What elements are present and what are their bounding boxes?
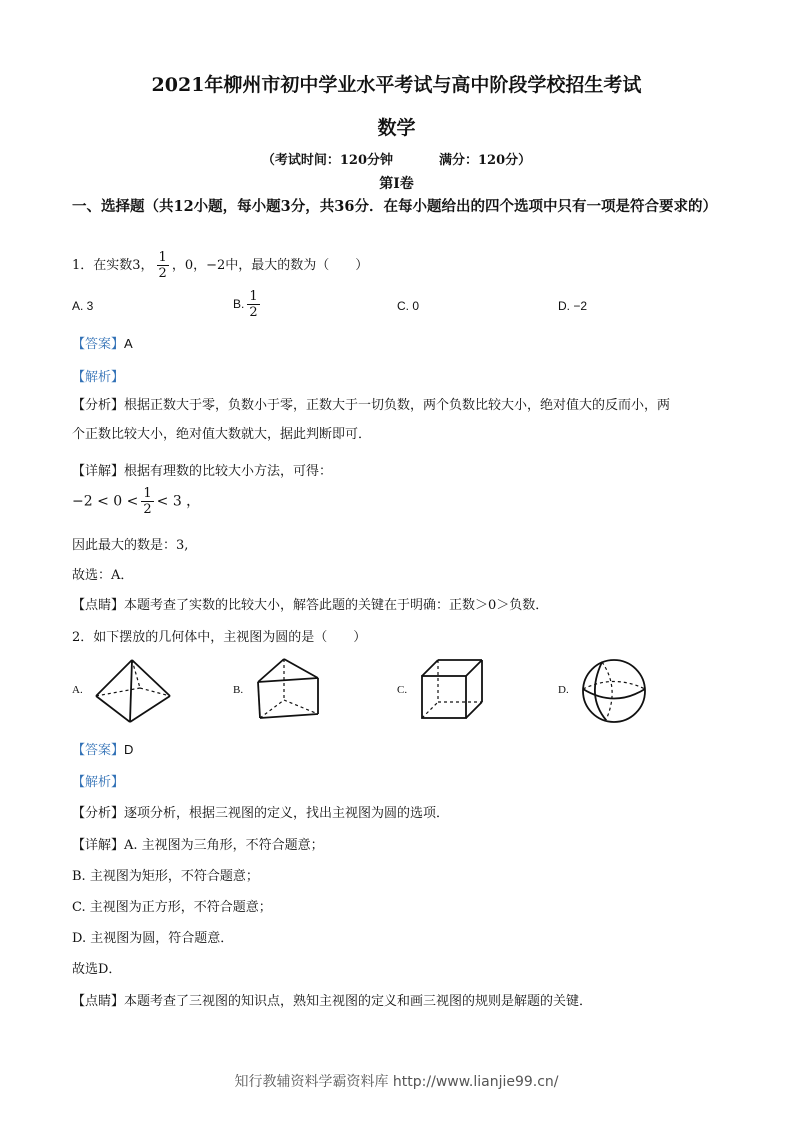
sphere-figure: [580, 656, 650, 726]
q1-option-b-fraction: [247, 289, 259, 320]
q2-line-d: D. 主视图为圆，符合题意．: [72, 931, 234, 946]
q1-stem: [72, 250, 368, 281]
q1-ineq-right: < 3 ，: [156, 493, 201, 510]
q1-option-d: D. −2: [558, 299, 588, 313]
q2-xiangjie: [72, 834, 324, 853]
q1-fraction: [157, 250, 169, 281]
q1-fenxi: [72, 391, 722, 449]
q2-fenxi-tag: 【分析】: [72, 806, 125, 821]
cube-figure: [418, 656, 486, 722]
q1-fenxi-line2: 个正数比较大小，绝对值大数就大，据此判断即可．: [72, 427, 372, 442]
q1-option-b-den: 2: [249, 305, 258, 320]
q1-ineq-left: −2 < 0 <: [72, 493, 139, 510]
q1-ineq-num: 1: [143, 486, 152, 501]
q2-label-c: C.: [397, 684, 408, 696]
footer-watermark: 知行教辅资料学霸资料库 http://www.lianjie99.cn/: [234, 1074, 559, 1090]
q2-line-b: B. 主视图为矩形，不符合题意；: [72, 869, 259, 884]
q1-option-a: A. 3: [72, 299, 94, 313]
q1-dianjing: [72, 594, 548, 613]
q1-stem-prefix: 1．在实数3，: [72, 258, 154, 273]
volume-title: 第Ⅰ卷: [379, 176, 414, 192]
pyramid-figure: [92, 656, 174, 726]
q2-stem: 2．如下摆放的几何体中，主视图为圆的是（ ）: [72, 630, 367, 645]
exam-info: [0, 149, 793, 168]
q1-fenxi-line1: 根据正数大于零，负数小于零，正数大于一切负数，两个负数比较大小，绝对值大的反而小，两: [124, 398, 671, 413]
q2-xiangjie-tag: 【详解】: [72, 838, 125, 853]
q2-label-d: D.: [558, 684, 569, 696]
q1-xiangjie: [72, 460, 332, 479]
q1-conclusion: 因此最大的数是：3,: [72, 538, 189, 553]
q2-analysis-tag: 【解析】: [72, 775, 125, 790]
q2-label-b: B.: [233, 684, 244, 696]
q2-line-c: C. 主视图为正方形，不符合题意；: [72, 900, 272, 915]
q1-inequality: [72, 486, 200, 517]
q2-choose: 故选D．: [72, 962, 122, 977]
q2-answer: [72, 739, 133, 758]
q1-analysis-tag: 【解析】: [72, 370, 125, 385]
prism-figure: [254, 656, 324, 722]
score-info: 满分：120分）: [439, 153, 532, 168]
q1-option-c: C. 0: [397, 299, 420, 313]
q1-ineq-fraction: [141, 486, 153, 517]
q1-dianjing-tag: 【点睛】: [72, 598, 125, 613]
q1-dianjing-text: 本题考查了实数的比较大小，解答此题的关键在于明确：正数＞0＞负数．: [124, 598, 549, 613]
q2-answer-value: D: [124, 742, 134, 757]
q1-choose: 故选：A．: [72, 568, 134, 583]
q1-frac-den: 2: [158, 266, 167, 281]
q1-xiangjie-text: 根据有理数的比较大小方法，可得：: [124, 464, 333, 479]
q2-fenxi-text: 逐项分析，根据三视图的定义，找出主视图为圆的选项．: [124, 806, 450, 821]
q1-frac-num: 1: [158, 250, 167, 265]
q1-fenxi-tag: 【分析】: [72, 398, 125, 413]
q1-ineq-den: 2: [143, 502, 152, 517]
q2-dianjing-tag: 【点睛】: [72, 994, 125, 1009]
q1-option-b-num: 1: [249, 289, 258, 304]
q1-answer: [72, 333, 133, 352]
q2-dianjing: [72, 990, 592, 1009]
q1-stem-suffix: ，0，−2中，最大的数为（ ）: [171, 258, 369, 273]
q1-answer-tag: 【答案】: [72, 337, 125, 352]
q2-dianjing-text: 本题考查了三视图的知识点，熟知主视图的定义和画三视图的规则是解题的关键．: [124, 994, 593, 1009]
q2-fenxi: [72, 802, 449, 821]
time-info: （考试时间：120分钟: [261, 153, 393, 168]
exam-subject: 数学: [377, 117, 416, 139]
q1-option-b-label: B.: [233, 297, 245, 311]
q1-answer-value: A: [124, 336, 133, 351]
q2-line-a: A. 主视图为三角形，不符合题意；: [124, 838, 324, 853]
q1-option-b: [233, 289, 263, 320]
section-heading: 一、选择题（共12小题，每小题3分，共36分．在每小题给出的四个选项中只有一项是符合要求的）: [72, 198, 717, 215]
q2-label-a: A.: [72, 684, 83, 696]
q2-answer-tag: 【答案】: [72, 743, 125, 758]
exam-title: 2021年柳州市初中学业水平考试与高中阶段学校招生考试: [151, 74, 642, 96]
q1-xiangjie-tag: 【详解】: [72, 464, 125, 479]
